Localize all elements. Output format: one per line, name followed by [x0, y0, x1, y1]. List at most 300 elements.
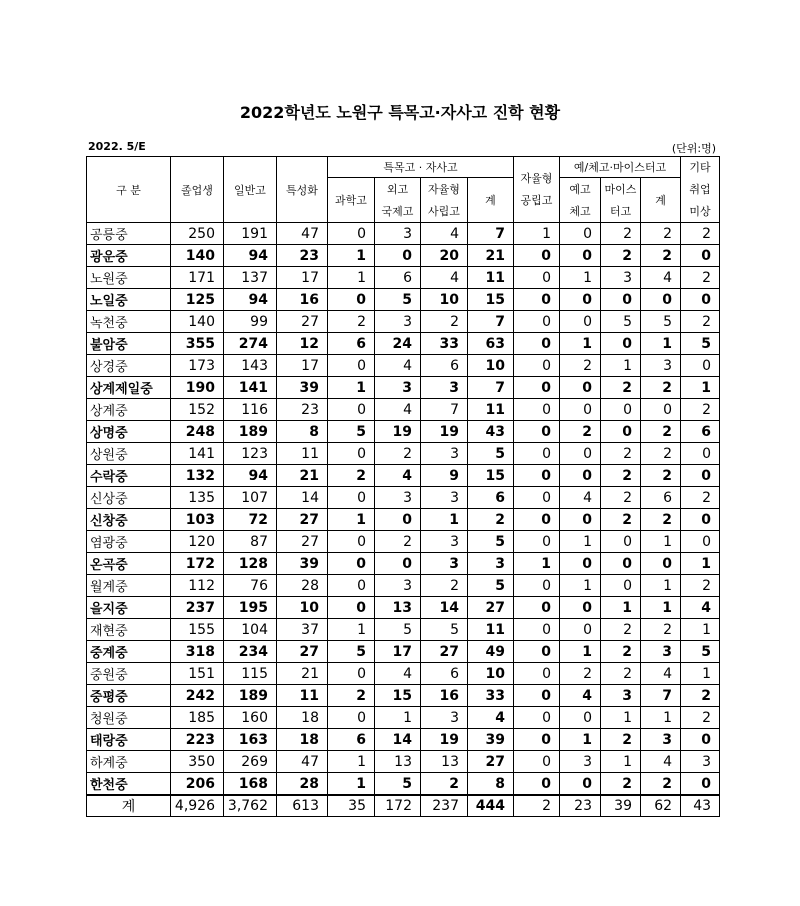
table-cell: 1: [514, 553, 560, 575]
total-cell: 2: [514, 795, 560, 817]
header-meister-top: 마이스: [601, 178, 641, 201]
table-cell: 2: [681, 707, 720, 729]
table-cell: 5: [375, 289, 421, 311]
table-cell: 0: [514, 399, 560, 421]
table-cell: 2: [641, 465, 681, 487]
header-etc-mid: 취업: [681, 178, 720, 201]
table-cell: 3: [421, 531, 468, 553]
table-cell: 0: [560, 443, 601, 465]
table-cell: 0: [601, 289, 641, 311]
table-cell: 4: [421, 223, 468, 245]
table-cell: 234: [224, 641, 277, 663]
table-cell: 2: [681, 575, 720, 597]
table-cell: 6: [681, 421, 720, 443]
table-cell: 14: [375, 729, 421, 751]
table-cell: 185: [171, 707, 224, 729]
table-cell: 151: [171, 663, 224, 685]
school-name: 온곡중: [87, 553, 171, 575]
table-cell: 128: [224, 553, 277, 575]
school-name: 한천중: [87, 773, 171, 796]
table-cell: 10: [277, 597, 328, 619]
table-cell: 2: [421, 773, 468, 796]
table-row: [87, 663, 720, 685]
table-cell: 39: [277, 553, 328, 575]
table-row: [87, 289, 720, 311]
school-name: 태랑중: [87, 729, 171, 751]
table-cell: 2: [681, 399, 720, 421]
school-name: 상명중: [87, 421, 171, 443]
table-cell: 21: [277, 465, 328, 487]
table-cell: 0: [681, 531, 720, 553]
table-cell: 0: [514, 245, 560, 267]
table-cell: 0: [681, 289, 720, 311]
table-cell: 1: [560, 531, 601, 553]
table-cell: 3: [641, 729, 681, 751]
table-row: [87, 267, 720, 289]
table-cell: 2: [421, 311, 468, 333]
school-name: 중원중: [87, 663, 171, 685]
table-cell: 7: [468, 311, 514, 333]
table-row: [87, 443, 720, 465]
table-cell: 3: [641, 355, 681, 377]
table-cell: 4: [421, 267, 468, 289]
table-cell: 11: [277, 685, 328, 707]
table-cell: 10: [468, 355, 514, 377]
table-cell: 2: [560, 355, 601, 377]
table-cell: 0: [514, 421, 560, 443]
table-cell: 18: [277, 707, 328, 729]
total-label: 계: [87, 795, 171, 817]
school-name: 신상중: [87, 487, 171, 509]
table-cell: 189: [224, 685, 277, 707]
table-cell: 237: [171, 597, 224, 619]
table-cell: 47: [277, 223, 328, 245]
table-cell: 39: [277, 377, 328, 399]
total-cell: 237: [421, 795, 468, 817]
table-cell: 27: [277, 311, 328, 333]
table-cell: 5: [468, 443, 514, 465]
table-row: [87, 421, 720, 443]
table-row: [87, 487, 720, 509]
table-cell: 0: [681, 443, 720, 465]
table-cell: 0: [514, 487, 560, 509]
table-cell: 11: [468, 399, 514, 421]
table-cell: 0: [601, 575, 641, 597]
table-cell: 3: [375, 311, 421, 333]
table-cell: 6: [328, 729, 375, 751]
table-cell: 0: [560, 245, 601, 267]
table-cell: 19: [421, 421, 468, 443]
table-cell: 132: [171, 465, 224, 487]
table-cell: 1: [560, 575, 601, 597]
table-cell: 0: [328, 399, 375, 421]
header-arts-sum: 계: [641, 178, 681, 223]
total-cell: 39: [601, 795, 641, 817]
table-row: [87, 355, 720, 377]
table-cell: 0: [641, 289, 681, 311]
table-cell: 223: [171, 729, 224, 751]
header-special-sum: 계: [468, 178, 514, 223]
table-cell: 0: [514, 619, 560, 641]
report-date: 2022. 5/E: [88, 140, 146, 153]
table-cell: 12: [277, 333, 328, 355]
table-cell: 0: [328, 289, 375, 311]
table-cell: 125: [171, 289, 224, 311]
total-cell: 4,926: [171, 795, 224, 817]
school-name: 광운중: [87, 245, 171, 267]
total-cell: 35: [328, 795, 375, 817]
table-cell: 23: [277, 245, 328, 267]
header-gubun: 구 분: [87, 157, 171, 223]
table-cell: 0: [514, 597, 560, 619]
table-cell: 2: [328, 311, 375, 333]
table-cell: 21: [277, 663, 328, 685]
table-row: [87, 619, 720, 641]
table-cell: 0: [560, 311, 601, 333]
table-cell: 4: [681, 597, 720, 619]
table-cell: 1: [421, 509, 468, 531]
table-cell: 0: [560, 619, 601, 641]
header-private-top: 자율형: [421, 178, 468, 201]
table-cell: 37: [277, 619, 328, 641]
header-private-bot: 사립고: [421, 200, 468, 223]
table-cell: 0: [328, 707, 375, 729]
table-cell: 63: [468, 333, 514, 355]
school-name: 하계중: [87, 751, 171, 773]
table-cell: 0: [560, 377, 601, 399]
table-cell: 94: [224, 289, 277, 311]
table-cell: 0: [328, 487, 375, 509]
table-cell: 0: [560, 509, 601, 531]
table-cell: 168: [224, 773, 277, 796]
table-cell: 15: [375, 685, 421, 707]
table-cell: 8: [468, 773, 514, 796]
table-cell: 0: [560, 399, 601, 421]
table-row: [87, 399, 720, 421]
table-cell: 0: [641, 553, 681, 575]
table-cell: 11: [277, 443, 328, 465]
table-cell: 28: [277, 773, 328, 796]
table-cell: 2: [601, 487, 641, 509]
table-cell: 2: [601, 223, 641, 245]
table-cell: 6: [421, 355, 468, 377]
table-cell: 43: [468, 421, 514, 443]
table-cell: 1: [375, 707, 421, 729]
table-cell: 7: [421, 399, 468, 421]
table-cell: 163: [224, 729, 277, 751]
table-cell: 2: [601, 245, 641, 267]
table-cell: 0: [560, 773, 601, 796]
table-cell: 8: [277, 421, 328, 443]
table-cell: 1: [328, 509, 375, 531]
table-cell: 0: [681, 509, 720, 531]
school-name: 상경중: [87, 355, 171, 377]
table-cell: 1: [514, 223, 560, 245]
table-cell: 4: [375, 663, 421, 685]
table-cell: 0: [328, 575, 375, 597]
table-cell: 0: [328, 553, 375, 575]
table-row: [87, 729, 720, 751]
table-cell: 0: [601, 553, 641, 575]
table-cell: 5: [681, 641, 720, 663]
table-row: [87, 311, 720, 333]
school-name: 청원중: [87, 707, 171, 729]
table-cell: 4: [641, 267, 681, 289]
table-cell: 120: [171, 531, 224, 553]
header-meister-bot: 터고: [601, 200, 641, 223]
table-cell: 123: [224, 443, 277, 465]
header-science: 과학고: [328, 178, 375, 223]
school-name: 염광중: [87, 531, 171, 553]
table-row: [87, 223, 720, 245]
header-general: 일반고: [224, 157, 277, 223]
table-cell: 1: [641, 707, 681, 729]
table-cell: 1: [601, 355, 641, 377]
table-cell: 2: [681, 223, 720, 245]
table-cell: 2: [375, 531, 421, 553]
table-cell: 5: [421, 619, 468, 641]
total-cell: 43: [681, 795, 720, 817]
table-cell: 269: [224, 751, 277, 773]
table-cell: 1: [681, 377, 720, 399]
school-name: 노원중: [87, 267, 171, 289]
school-name: 월계중: [87, 575, 171, 597]
table-cell: 2: [601, 377, 641, 399]
table-row: [87, 333, 720, 355]
table-cell: 0: [601, 531, 641, 553]
table-cell: 1: [601, 597, 641, 619]
table-cell: 0: [514, 685, 560, 707]
table-cell: 0: [514, 729, 560, 751]
table-cell: 17: [375, 641, 421, 663]
table-cell: 1: [681, 663, 720, 685]
table-cell: 0: [514, 377, 560, 399]
table-cell: 172: [171, 553, 224, 575]
table-cell: 0: [514, 465, 560, 487]
table-cell: 0: [514, 333, 560, 355]
table-cell: 18: [277, 729, 328, 751]
table-cell: 94: [224, 465, 277, 487]
header-etc-top: 기타: [681, 157, 720, 178]
header-group-arts: 예/체고·마이스터고: [560, 157, 681, 178]
table-cell: 5: [468, 575, 514, 597]
table-cell: 15: [468, 289, 514, 311]
table-cell: 143: [224, 355, 277, 377]
table-cell: 21: [468, 245, 514, 267]
table-cell: 1: [328, 751, 375, 773]
table-cell: 0: [328, 443, 375, 465]
table-cell: 0: [560, 553, 601, 575]
table-cell: 4: [375, 399, 421, 421]
table-cell: 3: [375, 487, 421, 509]
table-row: [87, 751, 720, 773]
table-cell: 2: [641, 443, 681, 465]
table-cell: 1: [328, 619, 375, 641]
table-row: [87, 509, 720, 531]
table-cell: 1: [641, 575, 681, 597]
table-cell: 0: [514, 575, 560, 597]
table-cell: 2: [601, 465, 641, 487]
table-cell: 2: [641, 377, 681, 399]
total-row: [87, 795, 720, 817]
table-cell: 3: [421, 377, 468, 399]
table-cell: 0: [328, 531, 375, 553]
table-cell: 5: [641, 311, 681, 333]
table-cell: 0: [514, 311, 560, 333]
table-cell: 1: [328, 267, 375, 289]
table-cell: 2: [641, 773, 681, 796]
table-cell: 0: [328, 223, 375, 245]
table-cell: 248: [171, 421, 224, 443]
table-cell: 9: [421, 465, 468, 487]
table-cell: 0: [514, 509, 560, 531]
header-public-top: 자율형: [520, 171, 553, 185]
table-cell: 189: [224, 421, 277, 443]
table-cell: 0: [681, 465, 720, 487]
school-name: 상계중: [87, 399, 171, 421]
table-cell: 0: [514, 707, 560, 729]
table-cell: 0: [601, 399, 641, 421]
table-cell: 1: [681, 553, 720, 575]
table-cell: 152: [171, 399, 224, 421]
table-cell: 1: [328, 377, 375, 399]
table-cell: 115: [224, 663, 277, 685]
header-graduates: 졸업생: [171, 157, 224, 223]
table-cell: 6: [375, 267, 421, 289]
table-cell: 0: [601, 333, 641, 355]
table-cell: 13: [375, 751, 421, 773]
table-cell: 2: [421, 575, 468, 597]
header-foreign-top: 외고: [375, 178, 421, 201]
table-cell: 4: [560, 487, 601, 509]
table-cell: 39: [468, 729, 514, 751]
table-cell: 2: [681, 685, 720, 707]
table-cell: 94: [224, 245, 277, 267]
school-name: 노일중: [87, 289, 171, 311]
table-row: [87, 707, 720, 729]
table-cell: 72: [224, 509, 277, 531]
table-cell: 2: [601, 663, 641, 685]
table-cell: 1: [641, 333, 681, 355]
total-cell: 172: [375, 795, 421, 817]
table-cell: 3: [468, 553, 514, 575]
table-cell: 0: [681, 729, 720, 751]
table-cell: 19: [375, 421, 421, 443]
table-cell: 13: [421, 751, 468, 773]
table-row: [87, 531, 720, 553]
table-cell: 3: [421, 443, 468, 465]
table-cell: 23: [277, 399, 328, 421]
table-cell: 4: [641, 751, 681, 773]
table-cell: 0: [375, 509, 421, 531]
table-cell: 318: [171, 641, 224, 663]
table-cell: 137: [224, 267, 277, 289]
header-group-special: 특목고 · 자사고: [328, 157, 514, 178]
table-cell: 1: [601, 751, 641, 773]
school-name: 신창중: [87, 509, 171, 531]
table-cell: 1: [560, 641, 601, 663]
table-cell: 0: [560, 707, 601, 729]
table-cell: 2: [641, 245, 681, 267]
header-arts-top: 예고: [560, 178, 601, 201]
table-cell: 17: [277, 267, 328, 289]
table-cell: 2: [328, 685, 375, 707]
table-row: [87, 377, 720, 399]
table-cell: 107: [224, 487, 277, 509]
table-cell: 7: [468, 223, 514, 245]
table-cell: 0: [601, 421, 641, 443]
table-cell: 1: [681, 619, 720, 641]
table-cell: 195: [224, 597, 277, 619]
table-cell: 5: [375, 773, 421, 796]
table-cell: 3: [601, 685, 641, 707]
header-public: [514, 157, 560, 223]
table-cell: 28: [277, 575, 328, 597]
table-cell: 140: [171, 311, 224, 333]
table-cell: 27: [277, 509, 328, 531]
table-cell: 27: [277, 641, 328, 663]
table-cell: 0: [641, 399, 681, 421]
table-cell: 0: [681, 245, 720, 267]
school-name: 을지중: [87, 597, 171, 619]
table-cell: 0: [560, 223, 601, 245]
table-cell: 0: [560, 597, 601, 619]
table-cell: 16: [277, 289, 328, 311]
total-cell: 62: [641, 795, 681, 817]
school-name: 상원중: [87, 443, 171, 465]
table-cell: 7: [468, 377, 514, 399]
table-cell: 103: [171, 509, 224, 531]
table-cell: 274: [224, 333, 277, 355]
table-cell: 49: [468, 641, 514, 663]
table-cell: 1: [328, 773, 375, 796]
table-cell: 4: [375, 465, 421, 487]
school-name: 수락중: [87, 465, 171, 487]
table-cell: 6: [328, 333, 375, 355]
total-cell: 444: [468, 795, 514, 817]
table-cell: 0: [514, 443, 560, 465]
table-cell: 0: [514, 531, 560, 553]
table-cell: 0: [375, 245, 421, 267]
table-cell: 27: [421, 641, 468, 663]
unit-label: (단위:명): [671, 142, 716, 155]
table-cell: 47: [277, 751, 328, 773]
table-cell: 1: [560, 729, 601, 751]
table-cell: 135: [171, 487, 224, 509]
table-cell: 3: [681, 751, 720, 773]
table-cell: 6: [468, 487, 514, 509]
table-cell: 2: [601, 619, 641, 641]
table-cell: 5: [468, 531, 514, 553]
table-cell: 2: [681, 311, 720, 333]
table-cell: 2: [375, 443, 421, 465]
table-cell: 2: [601, 773, 641, 796]
table-cell: 2: [560, 421, 601, 443]
table-row: [87, 575, 720, 597]
table-cell: 4: [468, 707, 514, 729]
table-cell: 17: [277, 355, 328, 377]
table-cell: 173: [171, 355, 224, 377]
table-row: [87, 465, 720, 487]
table-cell: 4: [560, 685, 601, 707]
school-name: 상계제일중: [87, 377, 171, 399]
table-cell: 2: [601, 509, 641, 531]
table-cell: 2: [601, 641, 641, 663]
table-cell: 2: [681, 487, 720, 509]
table-cell: 3: [375, 377, 421, 399]
table-cell: 160: [224, 707, 277, 729]
table-cell: 27: [468, 597, 514, 619]
